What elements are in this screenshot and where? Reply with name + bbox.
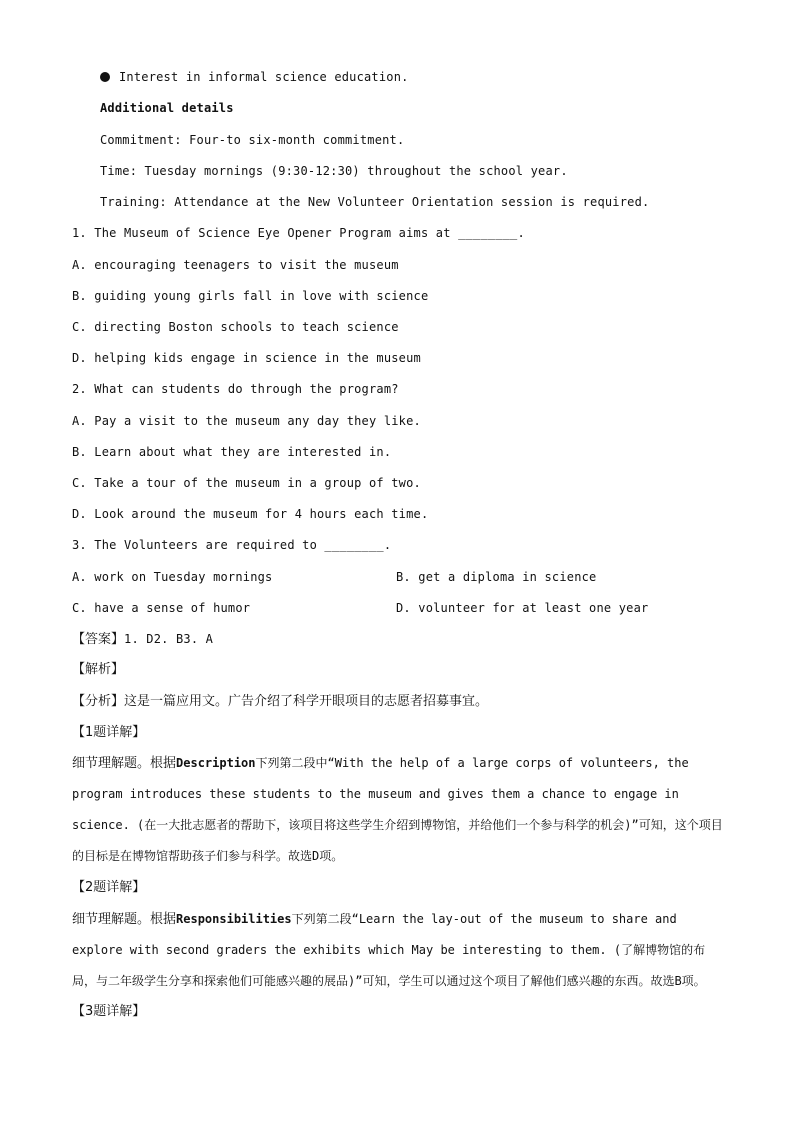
detail-2-pre: 细节理解题。根据 xyxy=(72,912,177,927)
answer-line xyxy=(72,631,213,648)
question-3-stem: 3. The Volunteers are required to ________. xyxy=(72,538,392,552)
detail-1-keyword: Description xyxy=(176,756,256,770)
question-1-option-c: C. directing Boston schools to teach science xyxy=(72,320,399,334)
analysis-text: 这是一篇应用文。广告介绍了科学开眼项目的志愿者招募事宜。 xyxy=(124,694,489,709)
training-line: Training: Attendance at the New Volunteer Orientation session is required. xyxy=(100,195,650,209)
detail-1-pre: 细节理解题。根据 xyxy=(72,756,177,771)
detail-3-heading: 【3题详解】 xyxy=(72,1004,146,1019)
time-line: Time: Tuesday mornings (9:30-12:30) throughout the school year. xyxy=(100,164,568,178)
question-3-option-d: D. volunteer for at least one year xyxy=(396,601,649,615)
question-2-option-d: D. Look around the museum for 4 hours each time. xyxy=(72,507,429,521)
question-2-option-b: B. Learn about what they are interested in. xyxy=(72,445,392,459)
analysis-heading: 【解析】 xyxy=(72,662,125,677)
question-1-option-a: A. encouraging teenagers to visit the museum xyxy=(72,258,399,272)
bullet-line-interest xyxy=(100,69,409,85)
detail-2-keyword: Responsibilities xyxy=(176,912,292,926)
detail-2-heading: 【2题详解】 xyxy=(72,880,146,895)
question-2-option-c: C. Take a tour of the museum in a group of two. xyxy=(72,476,421,490)
question-3-option-a: A. work on Tuesday mornings xyxy=(72,570,273,584)
question-1-stem: 1. The Museum of Science Eye Opener Program aims at ________. xyxy=(72,226,525,240)
bullet-icon xyxy=(100,72,110,82)
analysis-line xyxy=(72,693,488,710)
question-1-option-b: B. guiding young girls fall in love with science xyxy=(72,289,429,303)
detail-1-heading: 【1题详解】 xyxy=(72,725,146,740)
commitment-line: Commitment: Four-to six-month commitment. xyxy=(100,133,405,147)
answer-text: 1. D2. B3. A xyxy=(124,632,214,646)
question-3-option-b: B. get a diploma in science xyxy=(396,570,597,584)
detail-1-paragraph xyxy=(72,748,724,872)
question-2-stem: 2. What can students do through the program? xyxy=(72,382,399,396)
question-3-option-c: C. have a sense of humor xyxy=(72,601,251,615)
additional-details-heading: Additional details xyxy=(100,101,234,115)
question-1-option-d: D. helping kids engage in science in the museum xyxy=(72,351,421,365)
detail-2-body: 下列第二段“Learn the lay-out of the museum to share and explore with second graders the exhibits which May be interesting to them. (了解博物馆的布局，与二年级学生分享和探索他们可能感兴趣的展品)”可知，学生可以通过这个项目了解他们感兴趣的东西。故选B项。 xyxy=(72,912,706,988)
detail-2-paragraph xyxy=(72,904,724,997)
question-2-option-a: A. Pay a visit to the museum any day they like. xyxy=(72,414,421,428)
detail-1-body: 下列第二段中“With the help of a large corps of volunteers, the program introduces these students to the museum and gives them a chance to engage in science. (在一大批志愿者的帮助下，该项目将这些学生介绍到博物馆，并给他们一个参与科学的机会)”可知，这个项目的目标是在博物馆帮助孩子们参与科学。故选D项。 xyxy=(72,756,723,863)
answer-label: 【答案】 xyxy=(72,632,125,647)
bullet-text: Interest in informal science education. xyxy=(119,70,409,84)
analysis-label: 【分析】 xyxy=(72,694,125,709)
